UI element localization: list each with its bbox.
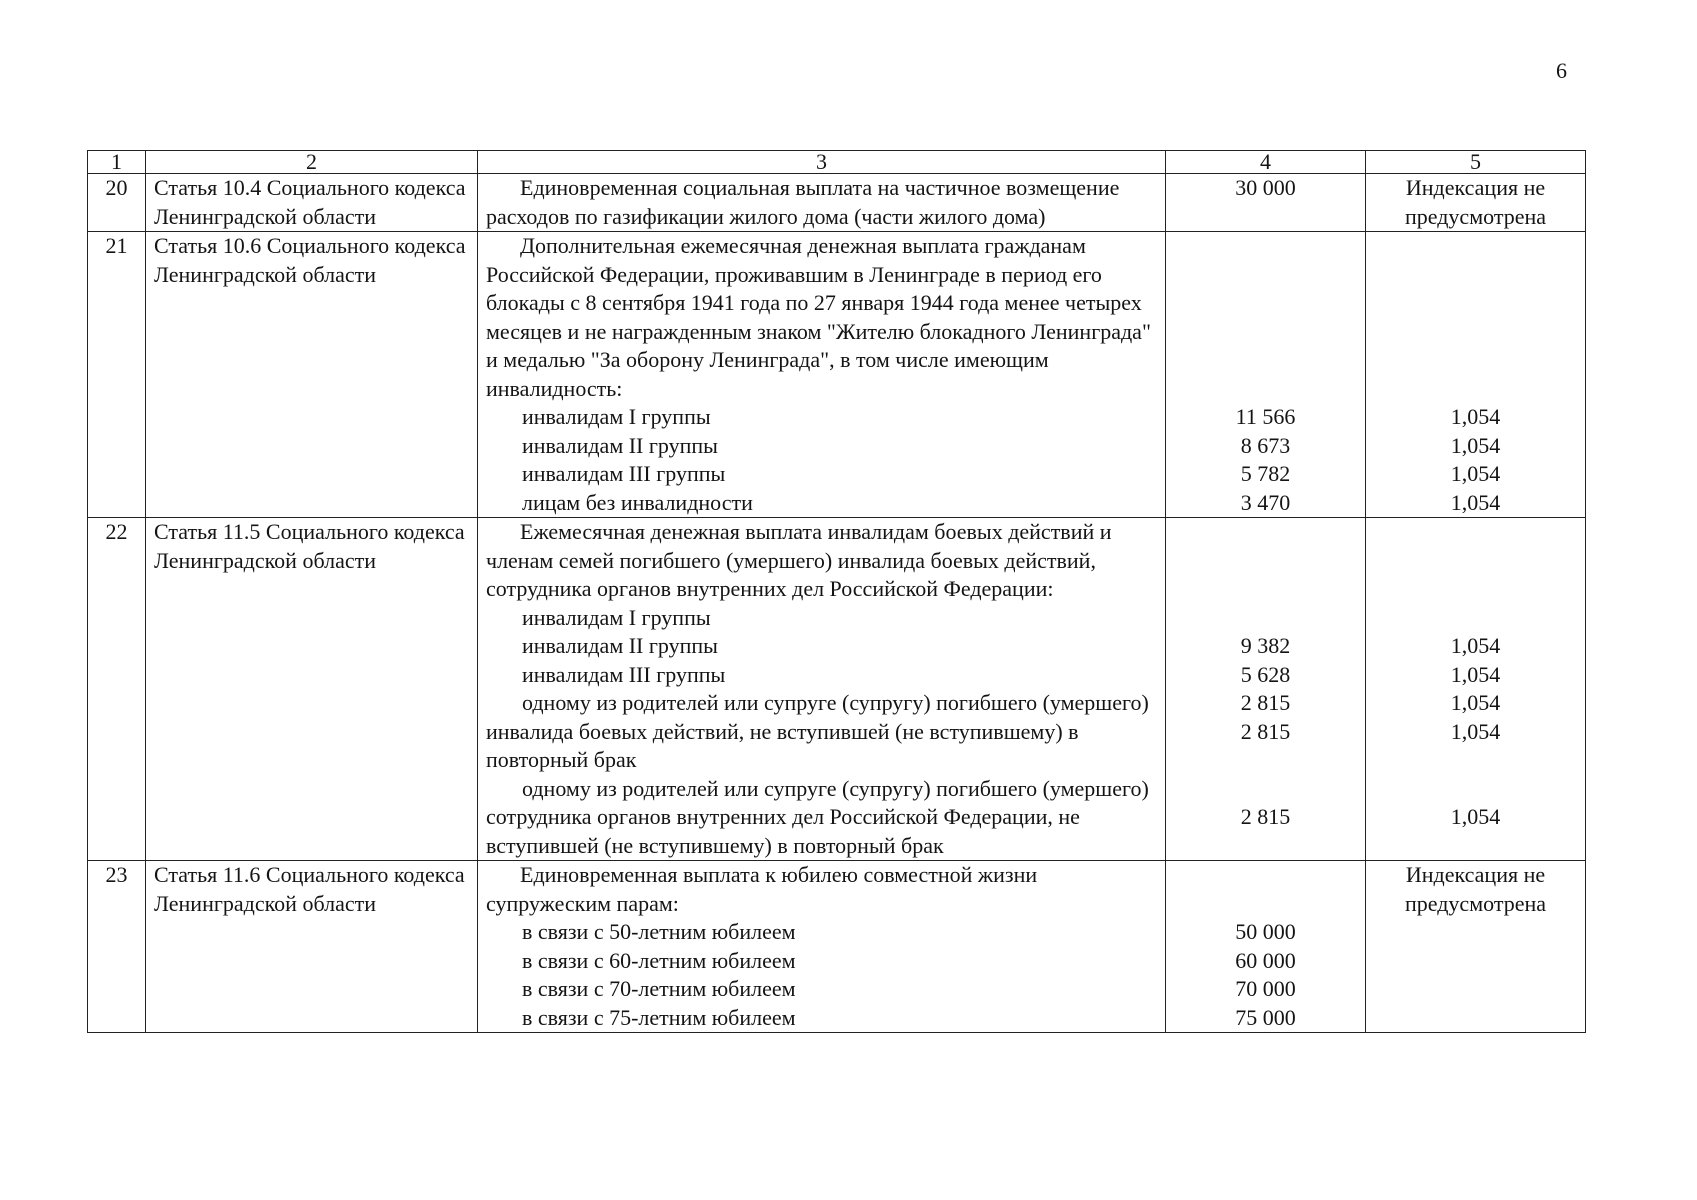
- benefit-intro: Единовременная социальная выплата на частичное возмещение расходов по газификации жилого дома (части жилого дома): [486, 175, 1120, 229]
- amount-cell: [1166, 232, 1366, 518]
- row-number: 22: [88, 518, 146, 861]
- indexation-value: 1,054: [1450, 432, 1501, 458]
- table-row: [88, 174, 1586, 232]
- amount-value: 60 000: [1235, 947, 1296, 973]
- benefit-item: одному из родителей или супруге (супругу) погибшего (умершего) сотрудника органов внутренних дел Российской Федерации, не вступившей (не вступившему) в повторный брак: [486, 775, 1149, 858]
- amount-value: 11 566: [1235, 404, 1296, 429]
- column-header: 5: [1366, 151, 1586, 174]
- amount-cell: [1166, 861, 1366, 1033]
- indexation-cell: [1366, 518, 1586, 861]
- benefits-table: [87, 150, 1586, 1033]
- amount-value: 75 000: [1235, 1004, 1296, 1030]
- indexation-value: 1,054: [1450, 661, 1501, 687]
- amount-value: 2 815: [1240, 718, 1291, 744]
- table-row: [88, 518, 1586, 861]
- amount-value: 50 000: [1235, 919, 1296, 944]
- indexation-value: 1,054: [1450, 461, 1501, 486]
- benefit-item: инвалидам II группы: [522, 432, 718, 458]
- benefit-item: в связи с 60-летним юбилеем: [522, 947, 796, 973]
- benefit-item: в связи с 50-летним юбилеем: [522, 919, 796, 944]
- article-reference: Статья 11.6 Социального кодекса Ленинградской области: [146, 861, 478, 1033]
- indexation-value: 1,054: [1450, 489, 1501, 515]
- indexation-value: 1,054: [1450, 804, 1501, 829]
- benefit-item: инвалидам II группы: [522, 633, 718, 658]
- page-number: 6: [1556, 58, 1567, 83]
- benefit-item: в связи с 75-летним юбилеем: [522, 1004, 796, 1030]
- article-reference: Статья 11.5 Социального кодекса Ленинградской области: [146, 518, 478, 861]
- benefit-item: инвалидам III группы: [522, 461, 726, 486]
- benefit-item: одному из родителей или супруге (супругу) погибшего (умершего) инвалида боевых действий, не вступившей (не вступившему) в повторный брак: [486, 690, 1149, 772]
- benefit-intro: Единовременная выплата к юбилею совместной жизни супружеским парам:: [486, 862, 1038, 916]
- benefit-description: [478, 518, 1166, 861]
- amount-value: 8 673: [1240, 432, 1291, 458]
- benefit-item: инвалидам III группы: [522, 661, 726, 687]
- column-header: 1: [88, 151, 146, 174]
- benefit-item: лицам без инвалидности: [522, 489, 753, 515]
- amount-value: 3 470: [1240, 489, 1291, 515]
- table-header-row: [88, 151, 1586, 174]
- column-header: 4: [1166, 151, 1366, 174]
- row-number: 23: [88, 861, 146, 1033]
- row-number: 20: [88, 174, 146, 232]
- benefit-item: в связи с 70-летним юбилеем: [522, 976, 796, 1001]
- benefit-description: [478, 861, 1166, 1033]
- amount-value: 2 815: [1240, 690, 1291, 715]
- amount-value: 70 000: [1235, 976, 1296, 1001]
- amount-value: 2 815: [1240, 804, 1291, 829]
- table-row: [88, 861, 1586, 1033]
- indexation-cell: Индексация не предусмотрена: [1366, 174, 1586, 232]
- amount-value: 5 628: [1240, 661, 1291, 687]
- indexation-cell: [1366, 232, 1586, 518]
- indexation-value: 1,054: [1450, 404, 1501, 429]
- article-reference: Статья 10.4 Социального кодекса Ленинградской области: [146, 174, 478, 232]
- benefit-intro: Ежемесячная денежная выплата инвалидам боевых действий и членам семей погибшего (умершего) инвалида боевых действий, сотрудника органов внутренних дел Российской Федерации:: [486, 519, 1112, 601]
- benefit-intro: Дополнительная ежемесячная денежная выплата гражданам Российской Федерации, проживавшим в Ленинграде в период его блокады с 8 сентября 1941 года по 27 января 1944 года менее четырех месяцев и не награжденным знаком "Жителю блокадного Ленинграда" и медалью "За оборону Ленинграда", в том числе имеющим инвалидность:: [486, 233, 1151, 401]
- indexation-value: 1,054: [1450, 633, 1501, 658]
- amount-cell: [1166, 518, 1366, 861]
- benefit-description: [478, 232, 1166, 518]
- column-header: 3: [478, 151, 1166, 174]
- amount-value: 5 782: [1240, 461, 1291, 486]
- benefit-description: [478, 174, 1166, 232]
- amount-cell: 30 000: [1166, 174, 1366, 232]
- table-row: [88, 232, 1586, 518]
- column-header: 2: [146, 151, 478, 174]
- row-number: 21: [88, 232, 146, 518]
- amount-value: 9 382: [1240, 633, 1291, 658]
- benefit-item: инвалидам I группы: [522, 604, 711, 630]
- benefit-item: инвалидам I группы: [522, 404, 711, 429]
- indexation-cell: Индексация не предусмотрена: [1366, 861, 1586, 1033]
- indexation-value: 1,054: [1450, 690, 1501, 715]
- indexation-value: 1,054: [1450, 718, 1501, 744]
- article-reference: Статья 10.6 Социального кодекса Ленинградской области: [146, 232, 478, 518]
